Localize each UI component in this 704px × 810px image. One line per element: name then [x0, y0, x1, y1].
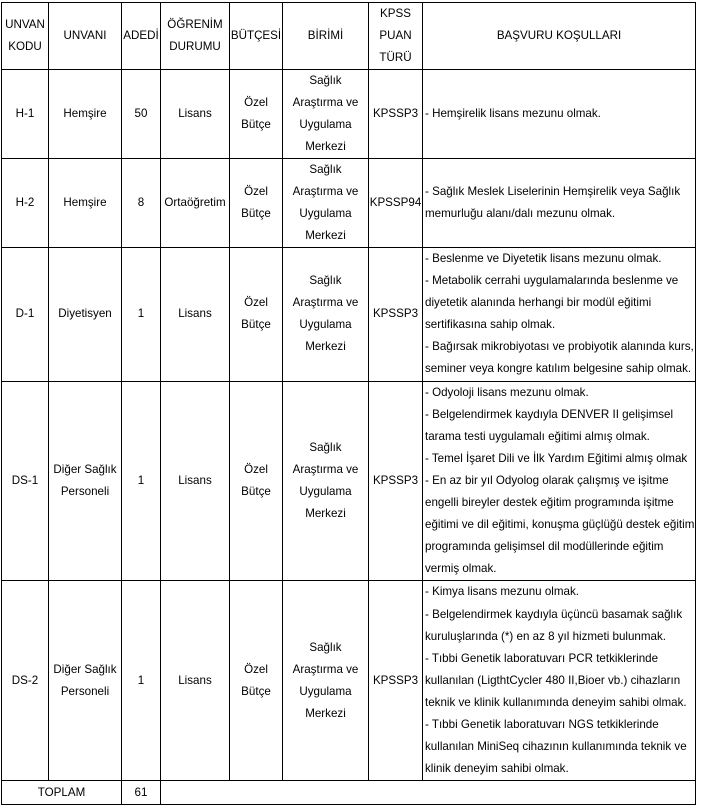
budget-cell — [230, 381, 283, 581]
requirements-cell-line: - Bağırsak mikrobiyotası ve probiyotik alanında kurs, — [425, 340, 694, 354]
table-row — [2, 581, 696, 781]
requirements-cell-line: kuruluşlarında (*) en az 8 yıl hizmeti bulunmak. — [425, 629, 667, 643]
education-cell: Lisans — [161, 381, 230, 581]
title-cell — [49, 248, 122, 382]
requirements-cell-line: - Belgelendirmek kaydıyla üçüncü basamak sağlık — [425, 607, 683, 621]
budget-cell — [230, 248, 283, 382]
title-cell — [49, 70, 122, 159]
requirements-cell-line: - Hemşirelik lisans mezunu olmak. — [425, 106, 601, 120]
header-code — [2, 3, 49, 70]
unit-cell-line: Araştırma ve — [292, 662, 359, 676]
budget-cell-line: Özel — [244, 662, 268, 676]
budget-cell — [230, 159, 283, 248]
requirements-cell — [423, 381, 696, 581]
requirements-cell-line: - Kimya lisans mezunu olmak. — [425, 585, 579, 599]
code-cell: H-2 — [2, 159, 49, 248]
header-row — [2, 3, 696, 70]
header-kpss-line: TÜRÜ — [379, 51, 412, 64]
budget-cell-line: Bütçe — [241, 684, 271, 698]
header-count: ADEDİ — [122, 3, 161, 70]
education-cell: Ortaöğretim — [161, 159, 230, 248]
total-row — [2, 781, 696, 805]
requirements-cell-line: teknik ve klinik kullanımında deneyim sahibi olmak. — [425, 695, 687, 709]
unit-cell-line: Sağlık — [309, 163, 342, 176]
requirements-cell-line: seminer veya kongre katılım belgesine sahip olmak. — [425, 362, 692, 376]
unit-cell-line: Sağlık — [309, 274, 342, 288]
requirements-cell-line: diyetetik alanında herhangi bir modül eğitimi — [425, 296, 652, 310]
unit-cell-line: Sağlık — [309, 74, 342, 87]
requirements-cell-line: - En az bir yıl Odyolog olarak çalışmış ve işitme — [425, 473, 669, 487]
title-cell-line: Personeli — [60, 484, 110, 498]
header-code-line: KODU — [8, 40, 42, 53]
table-row — [2, 381, 696, 581]
header-kpss-line: PUAN — [379, 29, 412, 42]
code-cell: DS-1 — [2, 381, 49, 581]
budget-cell — [230, 581, 283, 781]
kpss-cell: KPSSP94 — [369, 159, 423, 248]
header-education-line: ÖĞRENİM — [167, 18, 223, 31]
requirements-cell-line: - Odyoloji lisans mezunu olmak. — [425, 385, 589, 399]
requirements-cell-line: klinik deneyim sahibi olmak. — [425, 762, 569, 776]
budget-cell-line: Bütçe — [241, 484, 271, 498]
requirements-cell-line: memurluğu alanı/dalı mezunu olmak. — [425, 207, 616, 220]
title-cell — [49, 581, 122, 781]
title-cell-line: Diğer Sağlık — [53, 462, 117, 476]
unit-cell — [283, 381, 369, 581]
unit-cell-line: Uygulama — [299, 318, 352, 332]
requirements-cell — [423, 581, 696, 781]
unit-cell-line: Merkezi — [305, 340, 346, 354]
unit-cell-line: Merkezi — [305, 229, 346, 242]
code-cell: DS-2 — [2, 581, 49, 781]
budget-cell-line: Özel — [244, 462, 268, 476]
requirements-cell-line: - Metabolik cerrahi uygulamalarında beslenme ve — [425, 274, 679, 288]
title-cell-line: Personeli — [60, 684, 110, 698]
header-education — [161, 3, 230, 70]
title-cell-line: Hemşire — [63, 196, 107, 209]
unit-cell-line: Araştırma ve — [292, 185, 359, 198]
unit-cell-line: Merkezi — [305, 706, 346, 720]
budget-cell-line: Bütçe — [241, 318, 271, 332]
requirements-cell-line: kullanılan MiniSeq cihazının kullanımında teknik ve — [425, 740, 687, 754]
header-kpss-line: KPSS — [380, 7, 411, 20]
requirements-cell-line: - Tıbbi Genetik laboratuvarı NGS tetkiklerinde — [425, 717, 659, 731]
unit-cell — [283, 581, 369, 781]
table-row — [2, 70, 696, 159]
header-requirements: BAŞVURU KOŞULLARI — [423, 3, 696, 70]
kpss-cell: KPSSP3 — [369, 248, 423, 382]
budget-cell-line: Bütçe — [241, 118, 271, 131]
requirements-cell-line: - Belgelendirmek kaydıyla DENVER II gelişimsel — [425, 407, 674, 421]
total-label: TOPLAM — [2, 781, 122, 805]
unit-cell-line: Araştırma ve — [292, 96, 359, 109]
count-cell: 1 — [122, 381, 161, 581]
table-row — [2, 159, 696, 248]
unit-cell-line: Merkezi — [305, 506, 346, 520]
unit-cell-line: Araştırma ve — [292, 462, 359, 476]
requirements-cell-line: - Temel İşaret Dili ve İlk Yardım Eğitimi almış olmak — [425, 451, 688, 465]
count-cell: 1 — [122, 581, 161, 781]
unit-cell-line: Uygulama — [299, 207, 352, 220]
education-cell: Lisans — [161, 581, 230, 781]
unit-cell-line: Uygulama — [299, 118, 352, 131]
table-row — [2, 248, 696, 382]
header-code-line: UNVAN — [5, 18, 45, 31]
title-cell-line: Hemşire — [63, 107, 107, 120]
unit-cell-line: Sağlık — [309, 440, 342, 454]
budget-cell-line: Bütçe — [241, 207, 271, 220]
header-budget: BÜTÇESİ — [230, 3, 283, 70]
positions-table — [1, 2, 696, 805]
requirements-cell — [423, 248, 696, 382]
unit-cell-line: Uygulama — [299, 684, 352, 698]
unit-cell-line: Uygulama — [299, 484, 352, 498]
header-education-line: DURUMU — [169, 40, 221, 53]
requirements-cell-line: tarama testi uygulamalı eğitimi almış olmak. — [425, 429, 650, 443]
title-cell-line: Diyetisyen — [58, 307, 112, 321]
header-title: UNVANI — [49, 3, 122, 70]
unit-cell-line: Sağlık — [309, 640, 342, 654]
kpss-cell: KPSSP3 — [369, 70, 423, 159]
budget-cell-line: Özel — [244, 296, 268, 310]
requirements-cell — [423, 159, 696, 248]
count-cell: 1 — [122, 248, 161, 382]
requirements-cell — [423, 70, 696, 159]
requirements-cell-line: eğitimi ve dil eğitimi, konuşma güçlüğü destek eğitim — [425, 518, 695, 532]
unit-cell-line: Merkezi — [305, 140, 346, 153]
requirements-cell-line: programında gelişimsel dil modüllerinde eğitim — [425, 540, 664, 554]
budget-cell-line: Özel — [244, 185, 268, 198]
requirements-cell-line: kullanılan (LigthtCycler 480 II,Bioer vb.) cihazların — [425, 673, 681, 687]
header-kpss — [369, 3, 423, 70]
requirements-cell-line: - Tıbbi Genetik laboratuvarı PCR tetkiklerinde — [425, 651, 659, 665]
code-cell: D-1 — [2, 248, 49, 382]
title-cell-line: Diğer Sağlık — [53, 662, 117, 676]
requirements-cell-line: - Sağlık Meslek Liselerinin Hemşirelik veya Sağlık — [425, 184, 681, 198]
count-cell: 8 — [122, 159, 161, 248]
budget-cell — [230, 70, 283, 159]
total-value: 61 — [122, 781, 161, 805]
title-cell — [49, 159, 122, 248]
requirements-cell-line: - Beslenme ve Diyetetik lisans mezunu olmak. — [425, 252, 662, 265]
budget-cell-line: Özel — [244, 96, 268, 109]
code-cell: H-1 — [2, 70, 49, 159]
kpss-cell: KPSSP3 — [369, 381, 423, 581]
total-empty-cell — [161, 781, 696, 805]
header-unit: BİRİMİ — [283, 3, 369, 70]
unit-cell — [283, 70, 369, 159]
requirements-cell-line: vermiş olmak. — [425, 562, 497, 576]
unit-cell — [283, 159, 369, 248]
requirements-cell-line: engelli bireyler destek eğitim programında işitme — [425, 496, 674, 510]
unit-cell — [283, 248, 369, 382]
title-cell — [49, 381, 122, 581]
unit-cell-line: Araştırma ve — [292, 296, 359, 310]
count-cell: 50 — [122, 70, 161, 159]
education-cell: Lisans — [161, 248, 230, 382]
requirements-cell-line: sertifikasına sahip olmak. — [425, 318, 556, 332]
education-cell: Lisans — [161, 70, 230, 159]
kpss-cell: KPSSP3 — [369, 581, 423, 781]
